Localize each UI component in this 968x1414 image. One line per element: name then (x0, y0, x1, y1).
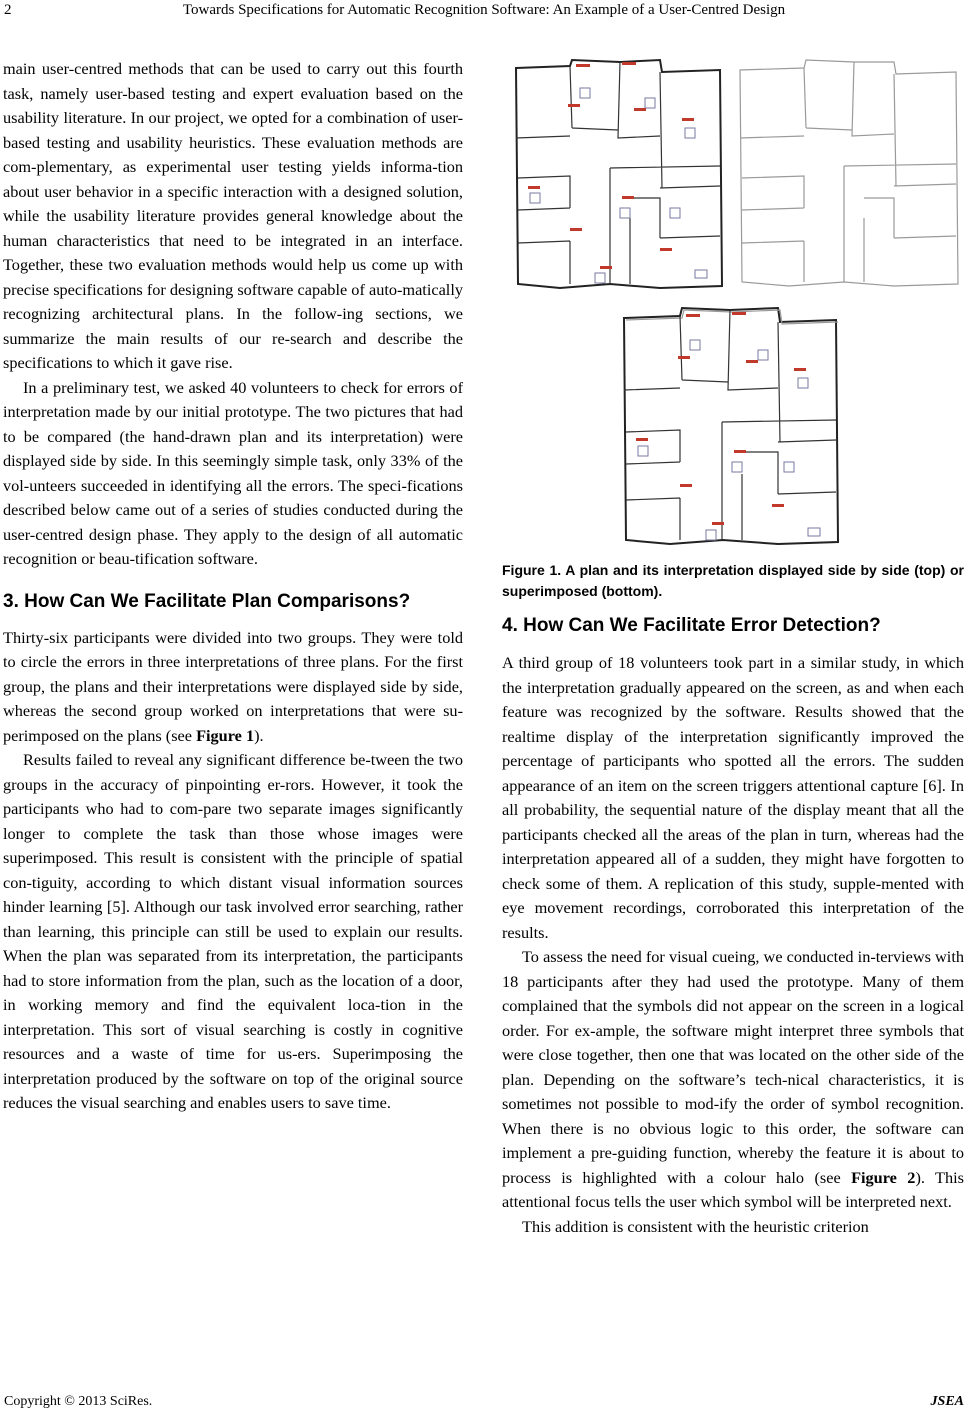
paragraph-text: Thirty-six participants were divided into two groups. They were told to circle the errors in three interpretations of three plans. For the first group, the plans and their interpretations were displayed side by side, whereas the second group worked on interpretations that were su-perimposed on the plans (see (3, 627, 463, 745)
page-footer (0, 1393, 968, 1413)
figure-2-reference[interactable]: Figure 2 (851, 1167, 916, 1187)
hand-drawn-plan-drawing (510, 58, 726, 292)
paragraph: This addition is consistent with the heuristic criterion (522, 1216, 869, 1236)
figure-1-reference[interactable]: Figure 1 (196, 725, 255, 745)
paragraph: A third group of 18 volunteers took part in a similar study, in which the interpretation gradually appeared on the screen, as and when each feature was recognized by the software. Results showed that the realtime display of the interpretation significantly improved the percentage of participants who spotted all the errors. The sudden appearance of an item on the screen triggers attentional capture [6]. In all probability, the sequential nature of the display meant that all the participants checked all the areas of the plan in turn, whereas had the interpretation appeared all of a sudden, they might have forgotten to check some of them. A replication of this study, supple-mented with eye movement recordings, corroborated this interpretation of the results. (502, 653, 964, 942)
running-title: Towards Specifications for Automatic Recognition Software: An Example of a User-Centred Design (182, 2, 786, 18)
paragraph: Results failed to reveal any significant difference be-tween the two groups in the accuracy of pinpointing er-rors. However, it took the participants who had to com-pare two separate images significantly longer to complete the task than those whose images were superimposed. This result is consistent with the principle of spatial con-tiguity, according to which distant visual information sources hinder learning [5]. Although our task involved error searching, rather than learning, this principle can still be used to explain our results. When the plan was separated from its interpretation, the participants had to store information from the plan, such as the location of a door, in working memory and find the equivalent loca-tion in the interpretation. This sort of visual searching is costly in cognitive resources and a waste of time for us-ers. Superimposing the interpretation produced by the software on top of the original source reduces the visual searching and enables users to save time. (3, 750, 463, 1112)
interpretation-drawing (734, 58, 964, 292)
section-heading-4: 4. How Can We Facilitate Error Detection? (502, 615, 881, 636)
copyright-notice: Copyright © 2013 SciRes. (4, 1394, 153, 1409)
figure-1-superimposed-image (618, 306, 842, 548)
right-column (502, 606, 964, 1239)
paragraph (3, 626, 463, 749)
paragraph: main user-centred methods that can be used to carry out this fourth task, namely user-based testing and expert evaluation based on the usability literature. In our project, we opted for a combination of user-based testing and usability heuristics. These evaluation methods are com-plementary, as experimental user testing yields informa-tion about user behavior in a specific interaction with a designed solution, while the usability literature provides general knowledge about the human characteristics that need to be integrated in an interface. Together, these two evaluation methods would help us come up with precise specifications for designing software capable of auto-matically recognizing architectural plans. In the follow-ing sections, we summarize the main results of our re-search and describe the specifications to which it gave rise. (3, 59, 463, 372)
journal-name: JSEA (930, 1394, 964, 1409)
page-number: 2 (4, 2, 12, 18)
figure-1-interpretation-image (734, 58, 964, 292)
paragraph (502, 945, 964, 1215)
figure-1-caption: Figure 1. A plan and its interpretation displayed side by side (top) or superimposed (bottom). (502, 562, 964, 599)
paragraph-text: To assess the need for visual cueing, we conducted in-terviews with 18 participants after they had used the prototype. Many of them complained that the symbols did not appear on the screen in a logical order. For ex-ample, the software might interpret three symbols that were close together, then one that was located on the other side of the plan. Depending on the software’s tech-nical characteristics, it is sometimes not possible to mod-ify the order of symbol recognition. When there is no obvious logic to this order, the software can implement a pre-guiding function, whereby the feature it is about to process is highlighted with a colour halo (see (502, 947, 964, 1187)
figure-1-plan-image (510, 58, 726, 292)
superimposed-plan-drawing (618, 306, 842, 548)
left-column (3, 57, 463, 1116)
paragraph: In a preliminary test, we asked 40 volunteers to check for errors of interpretation made by our initial prototype. The two pictures that had to be compared (the hand-drawn plan and its interpretation) were displayed side by side. In this seemingly simple task, only 33% of the vol-unteers succeeded in identifying all the errors. The speci-fications described below came out of a series of studies conducted during the user-centred design phase. They apply to the design of all automatic recognition or beau-tification software. (3, 377, 463, 568)
paragraph-text: ). (254, 725, 264, 745)
paragraph-text: ). This attentional focus tells the user which symbol will be interpreted next. (502, 1167, 964, 1211)
page-header (0, 0, 968, 24)
section-heading-3: 3. How Can We Facilitate Plan Comparisons? (3, 590, 411, 612)
